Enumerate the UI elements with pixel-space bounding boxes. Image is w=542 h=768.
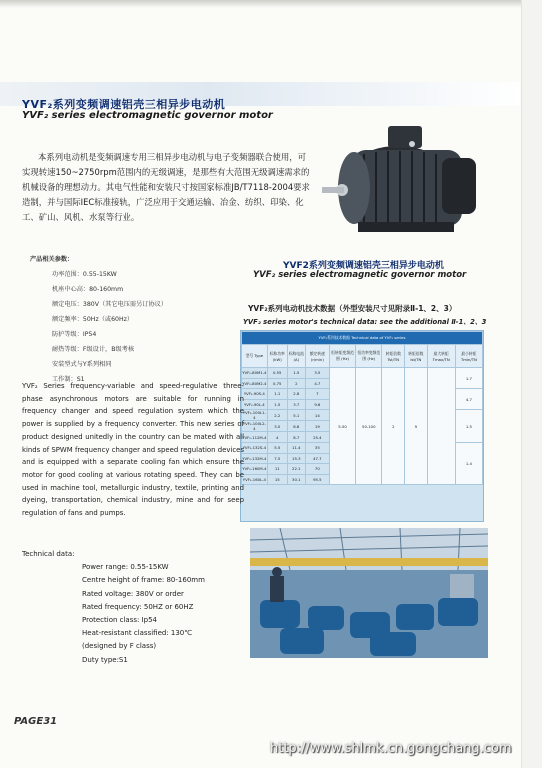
- table-cell: 3.0: [267, 421, 287, 432]
- tech-item: Power range: 0.55-15KW: [82, 563, 169, 572]
- header-cell: 恒转矩变频范围 (Hz): [329, 345, 355, 368]
- table-cell: YVF₂-132M-4: [242, 453, 268, 464]
- scan-top-shadow: [0, 0, 542, 8]
- param-item: 功率范围：0.55-15KW: [52, 271, 117, 278]
- header-cell: 恒功率变频范围 (Hz): [356, 345, 382, 368]
- tech-item: Rated voltage: 380V or order: [82, 589, 184, 598]
- merged-cell: 1.4: [455, 442, 482, 484]
- tech-data-en: [22, 548, 205, 667]
- tech-label: Technical data:: [22, 550, 75, 558]
- param-item: 机座中心高：80-160mm: [52, 286, 124, 293]
- param-item: 耐热等级：F级设计，B级考核: [52, 346, 135, 353]
- param-item: 安装型式与Y系列相同: [52, 361, 112, 368]
- table-cell: 70: [305, 464, 329, 475]
- table-cell: 7: [305, 389, 329, 400]
- table-cell: 1.1: [267, 389, 287, 400]
- table-cell: 4: [267, 432, 287, 443]
- merged-cell: 4.7: [455, 389, 482, 410]
- table-cell: 14: [305, 410, 329, 421]
- table-cell: 22.1: [287, 464, 305, 475]
- table-cell: 9.6: [305, 399, 329, 410]
- table-cell: 0.75: [267, 378, 287, 389]
- header-cell: 转矩倍数 Ist/TN: [405, 345, 427, 368]
- header-cell: 最小转矩 Tmin/TN: [455, 345, 482, 368]
- tech-item: (designed by F class): [82, 642, 157, 651]
- tech-item: Centre height of frame: 80-160mm: [82, 576, 205, 585]
- table-cell: YVF₂-90L-4: [242, 399, 268, 410]
- header-cell: 标称功率 (kW): [267, 345, 287, 368]
- merged-cell: 2: [382, 368, 405, 485]
- table-title: YVF₂系列技术数据 Technical data of YVF₂ series: [242, 332, 483, 345]
- page-number: PAGE31: [14, 716, 58, 727]
- table-cell: YVF₂-160M-4: [242, 464, 268, 475]
- param-item: 额定频率：50Hz（或60Hz）: [52, 316, 134, 323]
- table-cell: YVF₂-112M-4: [242, 432, 268, 443]
- header-cell: 额定转速 (r/min): [305, 345, 329, 368]
- merged-cell: [427, 368, 455, 485]
- table-cell: YVF₂-80M2-4: [242, 378, 268, 389]
- table-cell: YVF₂-100L2-4: [242, 421, 266, 432]
- table-cell: YVF₂-160L-4: [242, 474, 268, 485]
- header-cell: 转矩倍数 Tst/TN: [382, 345, 405, 368]
- intro-text-en: YVF₂ Series frequency-variable and speed-regulative three-phase asynchronous motors are suitable for running in frequency changer and speed regulation system which the power is supplied by a frequency converter. This new series of product designed unitedly in the country can be mated with all kinds of SPWM frequency changer and speed regulation devices and is equipped with a separate cooling fan which ensure the motor for good cooling at various rotating speed. They can be used in machine tool, metallurgic industry, textile, printing and dyeing, transportation, chemical industry, mine and for seep regulation of fans and pumps.: [22, 382, 244, 518]
- motor-caption-en: YVF₂ series electromagnetic governor motor: [253, 270, 467, 280]
- table-cell: 3.5: [305, 368, 329, 379]
- tech-item: Duty type:S1: [82, 655, 128, 664]
- table-cell: 0.55: [267, 368, 287, 379]
- tech-item: Rated frequency: 50HZ or 60HZ: [82, 602, 194, 611]
- table-cell: 25.4: [305, 432, 329, 443]
- table-cell: 15.3: [287, 453, 305, 464]
- table-cell: 4.7: [305, 378, 329, 389]
- table-caption-cn: YVF₂系列电动机技术数据（外型安装尺寸见附录Ⅱ-1、2、3）: [248, 304, 457, 313]
- header-cell: 最大转矩 Tmax/TN: [427, 345, 455, 368]
- params-label-cn: 产品相关参数：: [30, 256, 74, 263]
- factory-photo: [250, 528, 488, 658]
- scan-edge: [521, 0, 542, 768]
- merged-cell: 50-100: [356, 368, 382, 485]
- table-header-row: [242, 345, 483, 368]
- page-title-cn: YVF₂系列变频调速铝壳三相异步电动机: [22, 98, 226, 111]
- param-item: 防护等级：IP54: [52, 331, 97, 338]
- page-title-en: YVF₂ series electromagnetic governor motor: [22, 110, 273, 121]
- table-cell: 19: [305, 421, 329, 432]
- table-cell: 7.5: [267, 453, 287, 464]
- table-row: [242, 368, 483, 379]
- table-cell: 47.7: [305, 453, 329, 464]
- param-item: 工作制：S1: [52, 376, 85, 383]
- table-cell: 15: [267, 474, 287, 485]
- params-list-cn: [30, 252, 168, 387]
- merged-cell: 1.7: [455, 368, 482, 389]
- motor-caption-cn: YVF2系列变频调速铝壳三相异步电动机: [283, 261, 444, 271]
- tech-item: Protection class: Ip54: [82, 616, 158, 625]
- merged-cell: 5-50: [329, 368, 355, 485]
- table-cell: YVF₂-90S-4: [242, 389, 268, 400]
- table-cell: YVF₂-100L1-4: [242, 410, 266, 421]
- header-cell: 型号 Type: [242, 345, 268, 368]
- table-cell: 1.5: [267, 399, 287, 410]
- table-cell: 2.2: [267, 410, 287, 421]
- table-cell: 6.8: [287, 421, 305, 432]
- table-cell: YVF₂-132S-4: [242, 442, 268, 453]
- table-cell: 30.1: [287, 474, 305, 485]
- header-cell: 标称电流 (A): [287, 345, 305, 368]
- param-item: 额定电压：380V（其它电压需另订协议）: [52, 301, 168, 308]
- merged-cell: 1.5: [455, 410, 482, 443]
- table-cell: 5.1: [287, 410, 305, 421]
- motor-photo: [302, 118, 490, 252]
- table-cell: 35: [305, 442, 329, 453]
- table-cell: 1.5: [287, 368, 305, 379]
- tech-item: Heat-resistant classified: 130℃: [82, 629, 193, 638]
- table-cell: 2: [287, 378, 305, 389]
- table-cell: 11: [267, 464, 287, 475]
- watermark-url: http://www.shlmk.cn.gongchang.com: [270, 741, 512, 756]
- table-cell: 95.5: [305, 474, 329, 485]
- table-cell: 2.8: [287, 389, 305, 400]
- table-cell: 8.7: [287, 432, 305, 443]
- table-cell: 5.5: [267, 442, 287, 453]
- table-cell: 3.7: [287, 399, 305, 410]
- merged-cell: 9: [405, 368, 427, 485]
- intro-text-cn: 本系列电动机是变频调速专用三相异步电动机与电子变频器联合使用，可实现转速150~2750rpm范围内的无级调速，是那些有大范围无级调速需求的机械设备的理想动力。其电气性能和安装尺寸按国家标准JB/T7118-2004要求造制，并与国际IEC标准接轨，广泛应用于交通运输、冶金、纺织、印染、化工、矿山、风机、水泵等行业。: [22, 152, 310, 222]
- table-caption-en: YVF₂ series motor's technical data: see the additional Ⅱ-1、2、3: [243, 318, 487, 326]
- table-cell: YVF₂-80M1-4: [242, 368, 268, 379]
- spec-table: [240, 330, 484, 522]
- table-cell: 11.4: [287, 442, 305, 453]
